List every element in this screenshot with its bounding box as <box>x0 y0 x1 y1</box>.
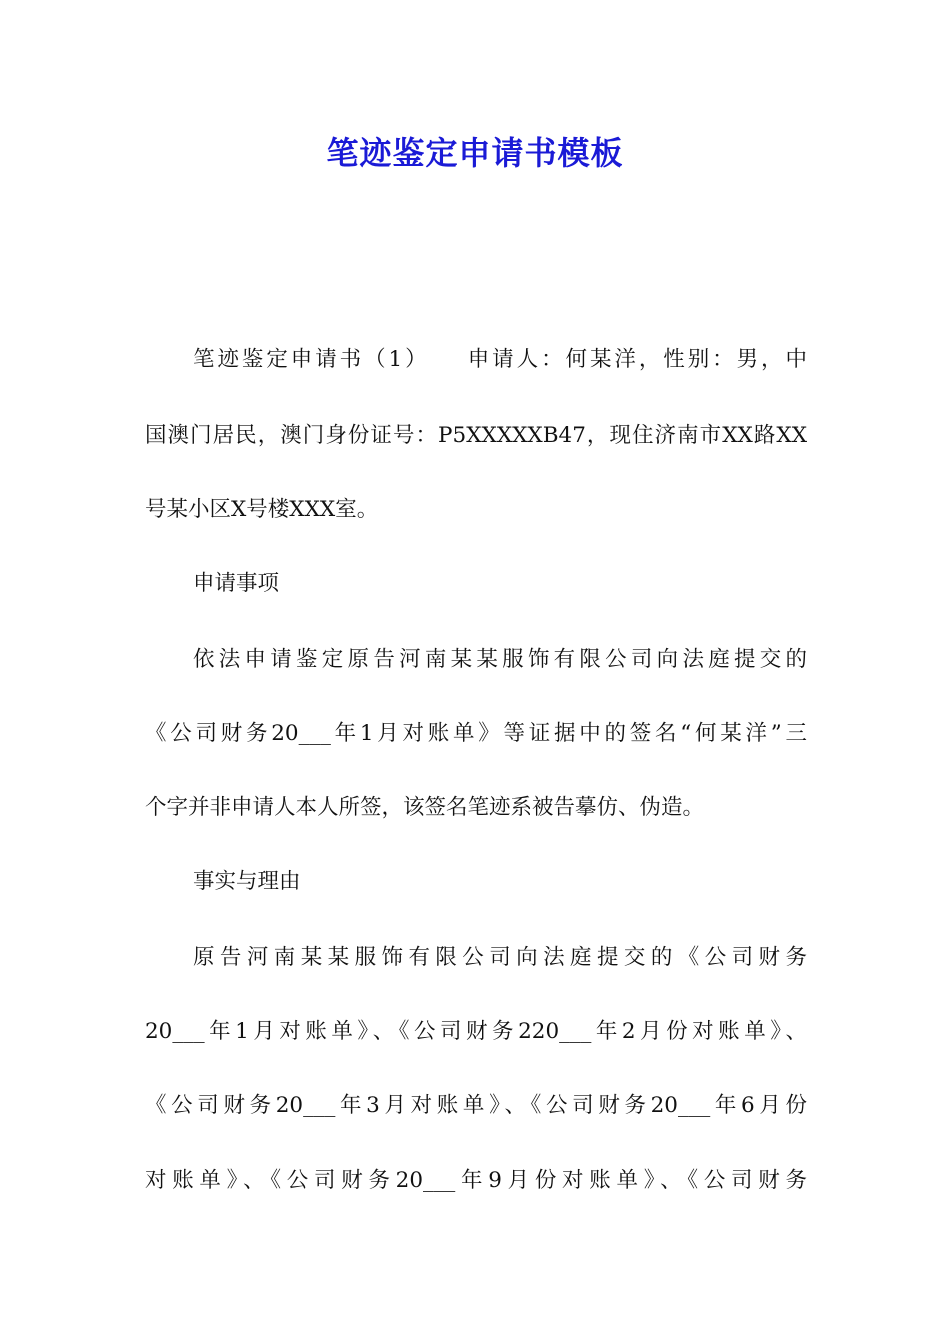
paragraph-line: 依法申请鉴定原告河南某某服饰有限公司向法庭提交的 <box>193 647 807 672</box>
paragraph-line: 个字并非申请人本人所签，该签名笔迹系被告摹仿、伪造。 <box>145 795 705 820</box>
paragraph-line: 对账单》、《公司财务20___年9月份对账单》、《公司财务 <box>145 1168 807 1193</box>
paragraph-line: 《公司财务20___年3月对账单》、《公司财务20___年6月份 <box>145 1093 807 1118</box>
paragraph-line: 号某小区X号楼XXX室。 <box>145 497 379 522</box>
document-title: 笔迹鉴定申请书模板 <box>326 134 624 172</box>
paragraph-line: 国澳门居民，澳门身份证号：P5XXXXXB47，现住济南市XX路XX <box>145 423 807 448</box>
paragraph-line: 笔迹鉴定申请书（1） 申请人：何某洋，性别：男，中 <box>193 347 807 372</box>
section-heading: 申请事项 <box>193 571 280 596</box>
paragraph-line: 20___年1月对账单》、《公司财务220___年2月份对账单》、 <box>145 1019 807 1044</box>
section-heading: 事实与理由 <box>193 869 301 894</box>
paragraph-line: 原告河南某某服饰有限公司向法庭提交的《公司财务 <box>193 945 807 970</box>
paragraph-line: 《公司财务20___年1月对账单》等证据中的签名“何某洋”三 <box>145 721 807 746</box>
